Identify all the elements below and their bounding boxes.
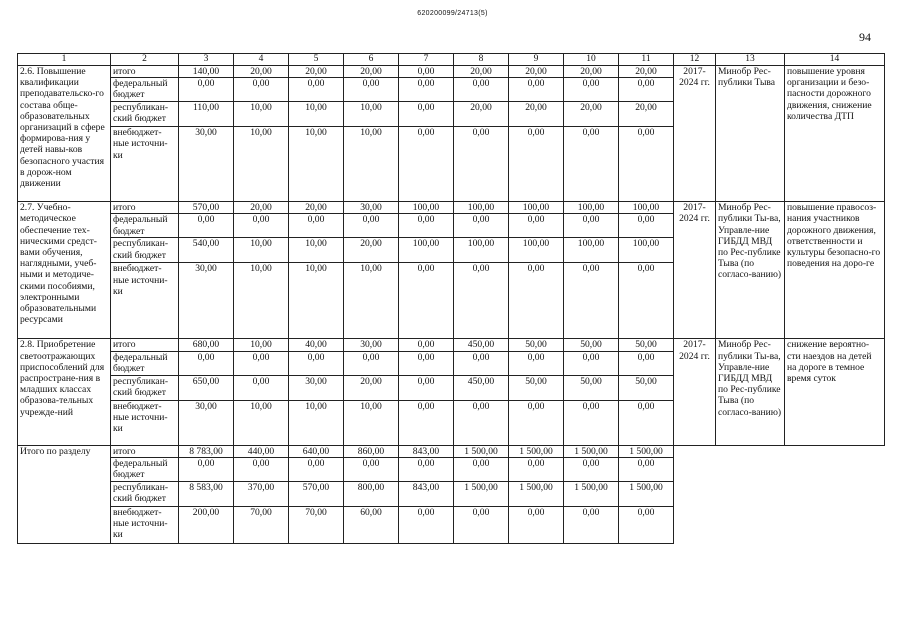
total-amount-cell: 1 500,00 [509,481,564,506]
amount-cell: 0,00 [399,339,454,351]
total-amount-cell: 8 783,00 [179,445,234,457]
funding-source: республикан-ский бюджет [111,238,179,263]
amount-cell: 0,00 [344,214,399,238]
amount-cell: 20,00 [289,202,344,214]
amount-cell: 110,00 [179,102,234,127]
amount-cell: 10,00 [344,102,399,127]
total-amount-cell: 70,00 [234,506,289,543]
amount-cell: 0,00 [564,78,619,102]
total-amount-cell: 1 500,00 [509,445,564,457]
amount-cell: 10,00 [234,127,289,202]
amount-cell: 0,00 [179,78,234,102]
amount-cell: 540,00 [179,238,234,263]
amount-cell: 450,00 [454,339,509,351]
amount-cell: 0,00 [234,351,289,375]
amount-cell: 0,00 [234,78,289,102]
amount-cell: 20,00 [454,102,509,127]
amount-cell: 20,00 [619,102,674,127]
amount-cell: 0,00 [619,214,674,238]
amount-cell: 0,00 [234,214,289,238]
amount-cell: 140,00 [179,66,234,78]
funding-source: федеральный бюджет [111,457,179,481]
amount-cell: 100,00 [619,238,674,263]
column-number-cell: 5 [289,54,344,66]
amount-cell: 0,00 [454,351,509,375]
result-cell: повышение правосоз-нания участников дорожного движения, ответственности и культуры безопасно-го поведения на доро-ге [785,202,885,339]
total-amount-cell: 0,00 [179,457,234,481]
total-row [18,445,885,457]
amount-cell: 10,00 [289,238,344,263]
amount-cell: 40,00 [289,339,344,351]
total-amount-cell: 0,00 [619,506,674,543]
amount-cell: 20,00 [344,238,399,263]
funding-source: итого [111,445,179,457]
empty-area [674,445,885,543]
period-cell: 2017-2024 гг. [674,202,716,339]
total-amount-cell: 200,00 [179,506,234,543]
total-amount-cell: 60,00 [344,506,399,543]
amount-cell: 100,00 [454,202,509,214]
amount-cell: 20,00 [234,202,289,214]
column-number-cell: 3 [179,54,234,66]
amount-cell: 0,00 [509,78,564,102]
amount-cell: 10,00 [234,339,289,351]
funding-source: федеральный бюджет [111,351,179,375]
amount-cell: 0,00 [234,375,289,400]
amount-cell: 20,00 [509,66,564,78]
total-amount-cell: 0,00 [619,457,674,481]
amount-cell: 0,00 [454,127,509,202]
funding-source: внебюджет-ные источни-ки [111,400,179,445]
amount-cell: 0,00 [399,78,454,102]
total-amount-cell: 440,00 [234,445,289,457]
column-number-cell: 10 [564,54,619,66]
amount-cell: 50,00 [509,375,564,400]
amount-cell: 30,00 [179,127,234,202]
funding-source: внебюджет-ные источни-ки [111,263,179,339]
amount-cell: 20,00 [564,102,619,127]
funding-source: федеральный бюджет [111,214,179,238]
amount-cell: 50,00 [564,375,619,400]
amount-cell: 0,00 [344,78,399,102]
amount-cell: 100,00 [509,238,564,263]
amount-cell: 0,00 [399,214,454,238]
total-label: Итого по разделу [18,445,111,543]
funding-source: федеральный бюджет [111,78,179,102]
executor-cell: Минобр Рес-публики Ты-ва, Управле-ние ГИБДД МВД по Рес-публике Тыва (по согласо-ванию) [716,339,785,445]
total-amount-cell: 0,00 [289,457,344,481]
period-cell: 2017-2024 гг. [674,339,716,445]
amount-cell: 0,00 [454,78,509,102]
measure-name: 2.8. Приобретение светоотражающих приспособлений для распростране-ния в младших классах образова-тельных учрежде-ний [18,339,111,445]
result-cell: снижение вероятно-сти наездов на детей на дороге в темное время суток [785,339,885,445]
column-number-cell: 7 [399,54,454,66]
funding-source: внебюджет-ные источни-ки [111,127,179,202]
column-number-cell: 6 [344,54,399,66]
amount-cell: 20,00 [344,66,399,78]
amount-cell: 650,00 [179,375,234,400]
amount-cell: 0,00 [619,263,674,339]
measure-name: 2.7. Учебно-методическое обеспечение тех-ническими средст-вами обучения, наглядными, учеб-ными и методиче-скими пособиями, электронными образовательными ресурсами [18,202,111,339]
funding-source: республикан-ский бюджет [111,375,179,400]
total-amount-cell: 0,00 [454,457,509,481]
executor-cell: Минобр Рес-публики Ты-ва, Управле-ние ГИБДД МВД по Рес-публике Тыва (по согласо-ванию) [716,202,785,339]
total-amount-cell: 0,00 [399,457,454,481]
amount-cell: 20,00 [619,66,674,78]
amount-cell: 0,00 [399,263,454,339]
amount-cell: 100,00 [564,202,619,214]
amount-cell: 0,00 [509,263,564,339]
funding-source: итого [111,339,179,351]
amount-cell: 10,00 [344,127,399,202]
budget-table [17,53,885,544]
column-number-cell: 13 [716,54,785,66]
amount-cell: 10,00 [289,400,344,445]
table-row [18,202,885,214]
amount-cell: 0,00 [289,214,344,238]
column-number-cell: 8 [454,54,509,66]
total-amount-cell: 843,00 [399,445,454,457]
funding-source: республикан-ский бюджет [111,481,179,506]
amount-cell: 680,00 [179,339,234,351]
amount-cell: 0,00 [179,351,234,375]
column-number-cell: 4 [234,54,289,66]
amount-cell: 10,00 [289,102,344,127]
amount-cell: 0,00 [179,214,234,238]
column-number-cell: 14 [785,54,885,66]
total-amount-cell: 1 500,00 [454,445,509,457]
amount-cell: 20,00 [344,375,399,400]
column-number-cell: 11 [619,54,674,66]
total-amount-cell: 843,00 [399,481,454,506]
total-amount-cell: 1 500,00 [564,481,619,506]
amount-cell: 20,00 [509,102,564,127]
amount-cell: 0,00 [289,78,344,102]
amount-cell: 10,00 [234,238,289,263]
amount-cell: 0,00 [399,400,454,445]
amount-cell: 50,00 [564,339,619,351]
amount-cell: 0,00 [564,263,619,339]
column-number-cell: 9 [509,54,564,66]
total-amount-cell: 0,00 [344,457,399,481]
amount-cell: 10,00 [289,263,344,339]
amount-cell: 100,00 [509,202,564,214]
funding-source: итого [111,66,179,78]
column-number-cell: 12 [674,54,716,66]
amount-cell: 0,00 [619,78,674,102]
amount-cell: 10,00 [234,400,289,445]
amount-cell: 10,00 [234,263,289,339]
amount-cell: 50,00 [509,339,564,351]
total-amount-cell: 1 500,00 [454,481,509,506]
amount-cell: 0,00 [619,351,674,375]
amount-cell: 0,00 [564,351,619,375]
total-amount-cell: 1 500,00 [619,445,674,457]
amount-cell: 0,00 [564,127,619,202]
amount-cell: 100,00 [454,238,509,263]
measure-name: 2.6. Повышение квалификации преподавательско-го состава обще-образовательных организаций в сфере формирова-ния у детей навы-ков безопасного участия в дорож-ном движении [18,66,111,202]
amount-cell: 100,00 [399,238,454,263]
amount-cell: 100,00 [619,202,674,214]
amount-cell: 570,00 [179,202,234,214]
amount-cell: 0,00 [399,102,454,127]
amount-cell: 30,00 [289,375,344,400]
amount-cell: 30,00 [344,339,399,351]
page-number: 94 [859,30,871,44]
amount-cell: 0,00 [344,351,399,375]
funding-source: итого [111,202,179,214]
total-amount-cell: 0,00 [509,506,564,543]
amount-cell: 100,00 [564,238,619,263]
amount-cell: 0,00 [399,375,454,400]
table-row [18,339,885,351]
total-amount-cell: 0,00 [234,457,289,481]
amount-cell: 0,00 [564,400,619,445]
amount-cell: 0,00 [564,214,619,238]
amount-cell: 0,00 [509,400,564,445]
total-amount-cell: 370,00 [234,481,289,506]
total-amount-cell: 800,00 [344,481,399,506]
total-amount-cell: 1 500,00 [564,445,619,457]
amount-cell: 0,00 [454,214,509,238]
funding-source: внебюджет-ные источни-ки [111,506,179,543]
total-amount-cell: 860,00 [344,445,399,457]
amount-cell: 20,00 [289,66,344,78]
column-number-cell: 1 [18,54,111,66]
amount-cell: 10,00 [344,400,399,445]
amount-cell: 0,00 [454,263,509,339]
total-amount-cell: 570,00 [289,481,344,506]
table-row [18,66,885,78]
amount-cell: 20,00 [564,66,619,78]
total-amount-cell: 8 583,00 [179,481,234,506]
document-id: 620200099/24713(5) [417,10,488,17]
total-amount-cell: 70,00 [289,506,344,543]
amount-cell: 0,00 [454,400,509,445]
total-amount-cell: 0,00 [399,506,454,543]
amount-cell: 0,00 [399,351,454,375]
total-amount-cell: 0,00 [454,506,509,543]
total-amount-cell: 1 500,00 [619,481,674,506]
total-amount-cell: 640,00 [289,445,344,457]
funding-source: республикан-ский бюджет [111,102,179,127]
amount-cell: 0,00 [399,127,454,202]
amount-cell: 10,00 [289,127,344,202]
amount-cell: 30,00 [179,400,234,445]
amount-cell: 0,00 [619,127,674,202]
executor-cell: Минобр Рес-публики Тыва [716,66,785,202]
amount-cell: 100,00 [399,202,454,214]
amount-cell: 30,00 [344,202,399,214]
amount-cell: 0,00 [619,400,674,445]
amount-cell: 0,00 [509,127,564,202]
amount-cell: 30,00 [179,263,234,339]
result-cell: повышение уровня организации и безо-пасности дорожного движения, снижение количества ДТП [785,66,885,202]
column-number-cell: 2 [111,54,179,66]
total-amount-cell: 0,00 [564,506,619,543]
amount-cell: 0,00 [399,66,454,78]
amount-cell: 10,00 [344,263,399,339]
amount-cell: 50,00 [619,375,674,400]
column-number-row [18,54,885,66]
amount-cell: 50,00 [619,339,674,351]
period-cell: 2017-2024 гг. [674,66,716,202]
amount-cell: 20,00 [234,66,289,78]
amount-cell: 450,00 [454,375,509,400]
total-amount-cell: 0,00 [564,457,619,481]
total-amount-cell: 0,00 [509,457,564,481]
amount-cell: 0,00 [509,214,564,238]
amount-cell: 0,00 [289,351,344,375]
amount-cell: 10,00 [234,102,289,127]
amount-cell: 0,00 [509,351,564,375]
amount-cell: 20,00 [454,66,509,78]
